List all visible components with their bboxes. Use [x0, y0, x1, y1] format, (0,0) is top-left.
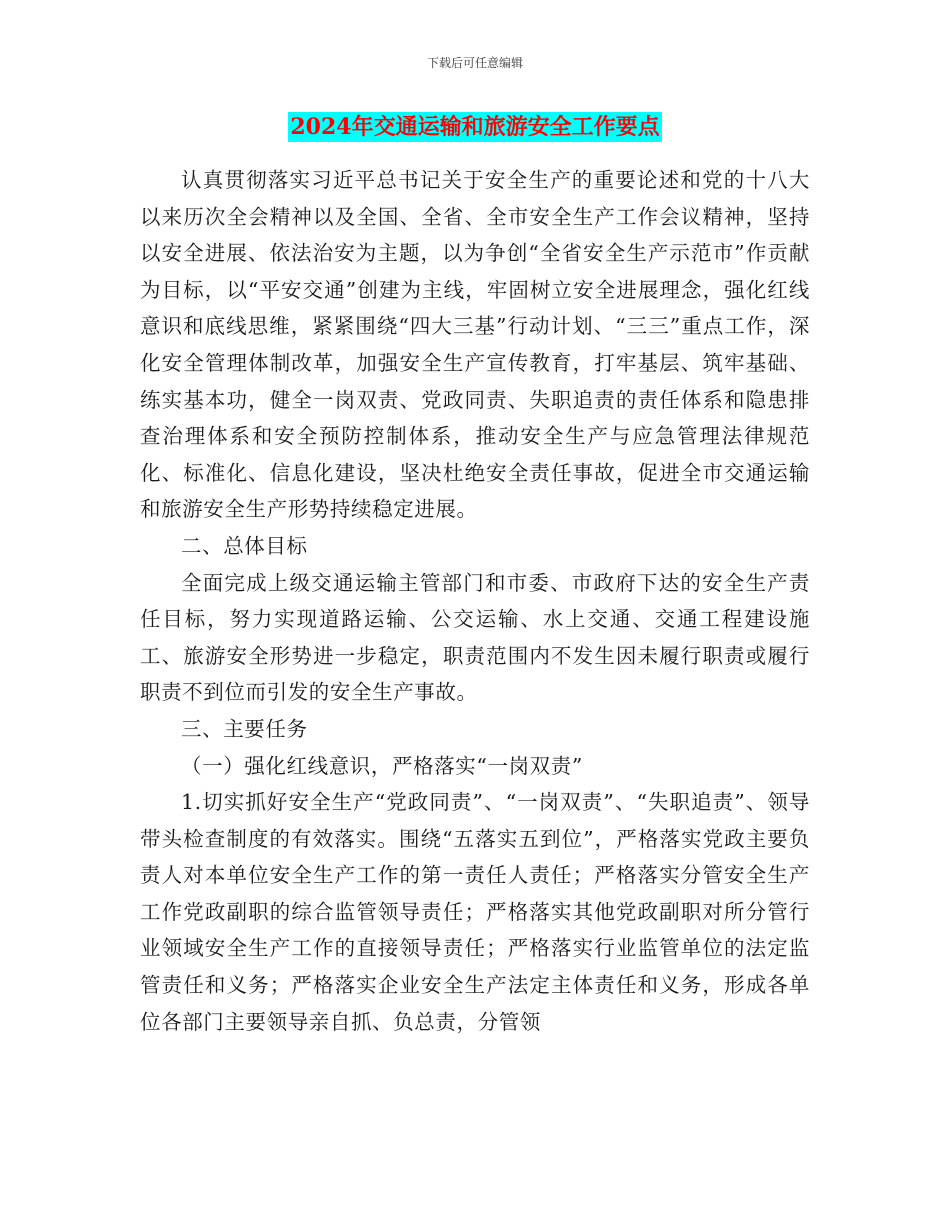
header-note: 下载后可任意编辑 — [426, 56, 523, 70]
paragraph-task-1-1: 1.切实抓好安全生产“党政同责”、“一岗双责”、“失职追责”、领导带头检查制度的有效落实。围绕“五落实五到位”，严格落实党政主要负责人对本单位安全生产工作的第一责任人责任；严格落实分管安全生产工作党政副职的综合监管领导责任；严格落实其他党政副职对所分管行业领域安全生产工作的直接领导责任；严格落实行业监管单位的法定监管责任和义务；严格落实企业安全生产法定主体责任和义务，形成各单位各部门主要领导亲自抓、负总责，分管领 — [140, 790, 810, 1034]
subheading-task-1: （一）强化红线意识，严格落实“一岗双责” — [181, 753, 583, 778]
heading-overall-goals: 二、总体目标 — [181, 533, 308, 558]
paragraph-goals: 全面完成上级交通运输主管部门和市委、市政府下达的安全生产责任目标，努力实现道路运输、公交运输、水上交通、交通工程建设施工、旅游安全形势进一步稳定，职责范围内不发生因未履行职责或履行职责不到位而引发的安全生产事故。 — [140, 570, 810, 705]
document-title: 2024年交通运输和旅游安全工作要点 — [290, 114, 660, 140]
document-body — [140, 162, 810, 1040]
paragraph-intro: 认真贯彻落实习近平总书记关于安全生产的重要论述和党的十八大以来历次全会精神以及全国、全省、全市安全生产工作会议精神，坚持以安全进展、依法治安为主题，以为争创“全省安全生产示范市”作贡献为目标，以“平安交通”创建为主线，牢固树立安全进展理念，强化红线意识和底线思维，紧紧围绕“四大三基”行动计划、“三三”重点工作，深化安全管理体制改革，加强安全生产宣传教育，打牢基层、筑牢基础、练实基本功，健全一岗双责、党政同责、失职追责的责任体系和隐患排查治理体系和安全预防控制体系，推动安全生产与应急管理法律规范化、标准化、信息化建设，坚决杜绝安全责任事故，促进全市交通运输和旅游安全生产形势持续稳定进展。 — [140, 168, 810, 522]
heading-main-tasks: 三、主要任务 — [181, 716, 308, 741]
title-wrap — [0, 112, 950, 142]
